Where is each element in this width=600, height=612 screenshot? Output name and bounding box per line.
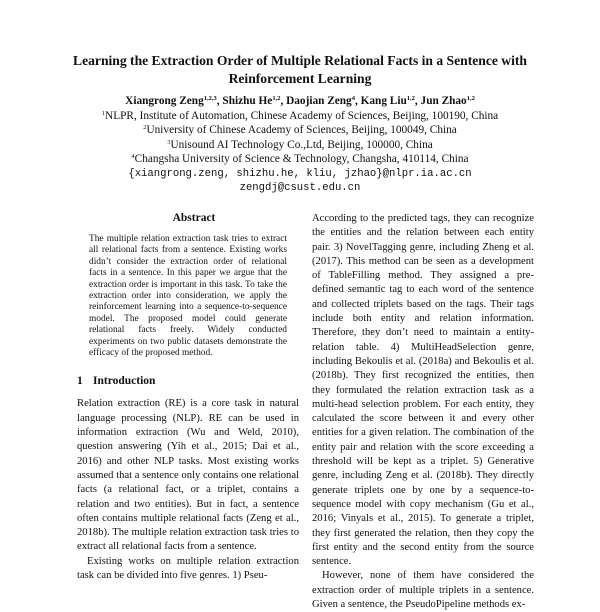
body-paragraph: According to the predicted tags, they can recognize the entities and the relation between each entity pair. 3) NovelTagging genre, including Zheng et al. (2017). This method can be seen as a development of TableFilling method. They assigned a pre-defined semantic tag to each word of the sentence and collected triplets based on the tags. Their tags include both entity and relation information. Therefore, they don’t need to maintain a entity-relation table. 4) MultiHeadSelection genre, including Bekoulis et al. (2018a) and Bekoulis et al. (2018b). They first recognized the entities, then they formulated the relation extraction task as a multi-head selection problem. For each entity, they calculated the score between it and every other entities for a given relation. The combination of the entity pair and relation with the score exceeding a threshold will be kept as a triplet. 5) Generative genre, including Zeng et al. (2018b). They directly generate triplets one by one by a sequence-to-sequence model with copy mechanism (Gu et al., 2016; Vinyals et al., 2015). To generate a triplet, they first generated the relation, then they copy the first entity and the second entity from the source sentence. xyxy=(312,213,534,568)
author-name: Daojian Zeng xyxy=(286,95,352,107)
author-block xyxy=(60,94,540,196)
author-name: Kang Liu xyxy=(360,95,407,107)
affiliation: $^3$Unisound AI Technology Co.,Ltd, Beijing, 100000, China xyxy=(167,138,433,151)
author-affiliation-marker: 1,2,3 xyxy=(203,95,217,102)
right-column xyxy=(312,212,534,612)
email-line[interactable]: zengdj@csust.edu.cn xyxy=(239,182,361,194)
section-heading xyxy=(77,375,299,387)
author-name: Xiangrong Zeng xyxy=(125,95,204,107)
author-affiliation-marker: 1,2 xyxy=(406,95,415,102)
affiliation: $^1$NLPR, Institute of Automation, Chinese Academy of Sciences, Beijing, 100190, China xyxy=(101,109,499,122)
author-name: Shizhu He xyxy=(222,95,273,107)
author-list: Xiangrong Zeng$^{1,2,3}$, Shizhu He$^{1,2}$, Daojian Zeng$^4$, Kang Liu$^{1,2}$, Jun Zhao$^{1,2}$ xyxy=(125,95,475,107)
author-affiliation-marker: 1,2 xyxy=(272,95,281,102)
affiliation: $^4$Changsha University of Science & Technology, Changsha, 410114, China xyxy=(131,153,469,165)
paper-title: Learning the Extraction Order of Multiple Relational Facts in a Sentence with Reinforcement Learning xyxy=(73,53,527,86)
author-affiliation-marker: 4 xyxy=(351,95,355,102)
section-number: 1 xyxy=(77,375,83,388)
author-affiliation-marker: 1,2 xyxy=(466,95,475,102)
body-paragraph: However, none of them have considered the extraction order of multiple triplets in a sentence. Given a sentence, the PseudoPipeline methods ex- xyxy=(312,570,534,611)
affiliation: $^2$University of Chinese Academy of Sciences, Beijing, 100049, China xyxy=(143,124,457,136)
section-title: Introduction xyxy=(93,375,156,388)
left-column xyxy=(77,212,299,583)
abstract-text: The multiple relation extraction task tries to extract all relational facts from a sentence. Existing works didn’t consider the extraction order of relational facts in a sentence. In this paper we argue that the extraction order is important in this task. To take the extraction order into consideration, we apply the reinforcement learning into a sequence-to-sequence model. The proposed model could generate relational facts freely. Widely conducted experiments on two public datasets demonstrate the efficacy of the proposed method. xyxy=(89,234,287,359)
email-line[interactable]: {xiangrong.zeng, shizhu.he, kliu, jzhao}@nlpr.ia.ac.cn xyxy=(128,167,472,180)
intro-paragraph: Relation extraction (RE) is a core task in natural language processing (NLP). RE can be used in information extraction (Wu and Weld, 2010), question answering (Yih et al., 2015; Dai et al., 2016) and other NLP tasks. Most existing works assumed that a sentence only contains one relational facts (a relational fact, or a triplet, contains a relation and two entities). But in fact, a sentence often contains multiple relational facts (Zeng et al., 2018b). The multiple relation extraction task tries to extract all relational facts from a sentence. xyxy=(77,398,299,553)
author-name: Jun Zhao xyxy=(420,95,467,107)
abstract-heading: Abstract xyxy=(172,212,216,224)
intro-paragraph: Existing works on multiple relation extraction task can be divided into five genres. 1) Pseu- xyxy=(77,555,299,582)
